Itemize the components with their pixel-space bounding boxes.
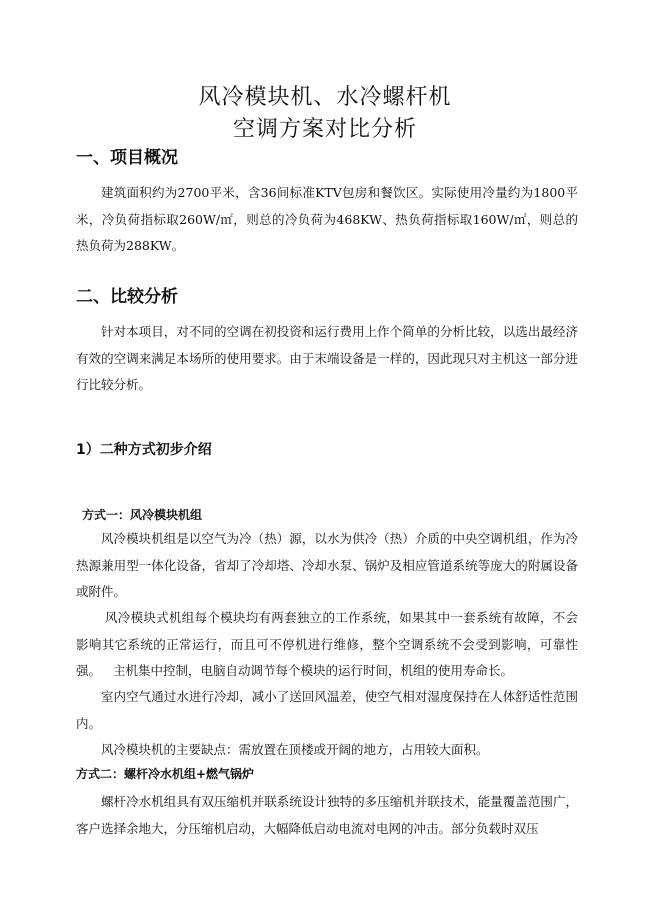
- document-title-line2: 空调方案对比分析: [232, 117, 417, 142]
- paragraph-overview: 建筑面积约为2700平米，含36间标准KTV包房和餐饮区。实际使用冷量约为1800平米，冷负荷指标取260W/㎡，则总的冷负荷为468KW、热负荷指标取160W/㎡，则总的热负荷为288KW。: [76, 185, 578, 253]
- method1-paragraph-2b: 主机集中控制，电脑自动调节每个模块的运行时间，机组的使用寿命长。: [113, 663, 514, 678]
- section-heading-overview: 一、项目概况: [76, 148, 178, 168]
- subsection-heading-intro: 1）二种方式初步介绍: [76, 442, 212, 458]
- paragraph-comparison: 针对本项目，对不同的空调在初投资和运行费用上作个简单的分析比较，以选出最经济有效的空调来满足本场所的使用要求。由于末端设备是一样的，因此现只对主机这一部分进行比较分析。: [76, 324, 578, 392]
- method1-paragraph-3: 室内空气通过水进行冷却，减小了送回风温差，使空气相对湿度保持在人体舒适性范围内。: [76, 689, 578, 731]
- method1-paragraph-2a: 风冷模块式机组每个模块均有两套独立的工作系统，如果其中一套系统有故障，不会影响其它系统的正常运行，而且可不停机进行维修，整个空调系统不会受到影响，可靠性强。: [76, 610, 578, 678]
- method1-paragraph-4: 风冷模块机的主要缺点：需放置在顶楼或开阔的地方，占用较大面积。: [101, 742, 489, 757]
- method2-heading: 方式二：螺杆冷水机组+燃气锅炉: [76, 767, 255, 781]
- section-heading-comparison: 二、比较分析: [76, 287, 178, 307]
- document-title-line1: 风冷模块机、水冷螺杆机: [198, 85, 452, 110]
- method2-paragraph-1: 螺杆冷水机组具有双压缩机并联系统设计独特的多压缩机并联技术，能量覆盖范围广，客户选择余地大，分压缩机启动，大幅降低启动电流对电网的冲击。部分负载时双压: [76, 794, 578, 836]
- method1-paragraph-1: 风冷模块机组是以空气为冷（热）源，以水为供冷（热）介质的中央空调机组，作为冷热源兼用型一体化设备，省却了冷却塔、冷却水泵、锅炉及相应管道系统等庞大的附属设备或附件。: [76, 531, 578, 599]
- method1-heading: 方式一：风冷模块机组: [82, 508, 203, 522]
- method1-paragraph-2: [76, 605, 578, 685]
